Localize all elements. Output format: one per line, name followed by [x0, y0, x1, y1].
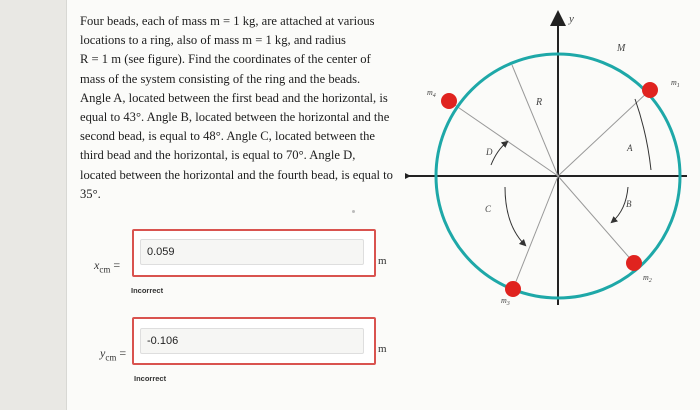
problem-line: locations to a ring, also of mass m = 1 kg, and radius	[80, 33, 346, 48]
xcm-unit: m	[378, 255, 387, 267]
problem-line: R = 1 m (see figure). Find the coordinates of the center of	[80, 52, 371, 67]
cursor-dot	[352, 210, 355, 213]
problem-line: third bead and the horizontal, is equal to 70°. Angle D,	[80, 148, 356, 163]
ycm-label-sub: cm	[105, 352, 117, 363]
bead-m3	[505, 281, 521, 297]
ycm-label	[100, 346, 126, 362]
angle-label-A: A	[627, 143, 633, 153]
ring-figure	[405, 5, 695, 310]
bead-m2	[626, 255, 642, 271]
bead-label-m3: $m_3$	[501, 296, 510, 307]
ycm-unit: m	[378, 343, 387, 355]
angle-label-D: D	[486, 147, 493, 157]
xcm-status: Incorrect	[131, 286, 164, 295]
xcm-label-main: x	[94, 258, 100, 272]
xcm-label-sub: cm	[99, 264, 111, 275]
bead-m4	[441, 93, 457, 109]
problem-statement	[80, 12, 395, 204]
xcm-equals: =	[113, 258, 121, 272]
angle-arc-C	[505, 187, 525, 245]
problem-line: located between the horizontal and the fourth bead, is equal to	[80, 167, 393, 182]
ring-label: M	[617, 43, 626, 54]
problem-line: second bead, is equal to 48°. Angle C, located between the	[80, 129, 375, 144]
ycm-input[interactable]: -0.106	[140, 328, 364, 354]
radius-line-m4	[449, 101, 558, 176]
ycm-status: Incorrect	[134, 374, 167, 383]
ycm-equals: =	[119, 346, 127, 360]
problem-line: Angle A, located between the first bead and the horizontal, is	[80, 90, 388, 105]
radius-label: R	[536, 97, 543, 108]
radius-line-m2	[558, 176, 634, 263]
angle-arc-D	[491, 142, 507, 165]
angle-arc-A	[635, 99, 651, 170]
problem-line: equal to 43°. Angle B, located between the horizontal and the	[80, 110, 390, 125]
bead-label-m1: $m_1$	[671, 78, 680, 89]
xcm-input[interactable]: 0.059	[140, 239, 364, 265]
xcm-label	[94, 258, 120, 274]
radius-line-m3	[513, 176, 558, 289]
problem-line: mass of the system consisting of the ring and the beads.	[80, 71, 361, 86]
bead-label-m4: $m_4$	[427, 88, 436, 99]
radius-line-R	[512, 65, 558, 176]
bead-label-m2: $m_2$	[643, 273, 652, 284]
angle-label-C: C	[485, 204, 492, 214]
ycm-label-main: y	[100, 346, 106, 360]
y-axis-label: y	[569, 13, 574, 25]
angle-label-B: B	[626, 199, 632, 209]
problem-line: Four beads, each of mass m = 1 kg, are attached at various	[80, 14, 375, 28]
bead-m1	[642, 82, 658, 98]
problem-line: 35°.	[80, 186, 101, 201]
